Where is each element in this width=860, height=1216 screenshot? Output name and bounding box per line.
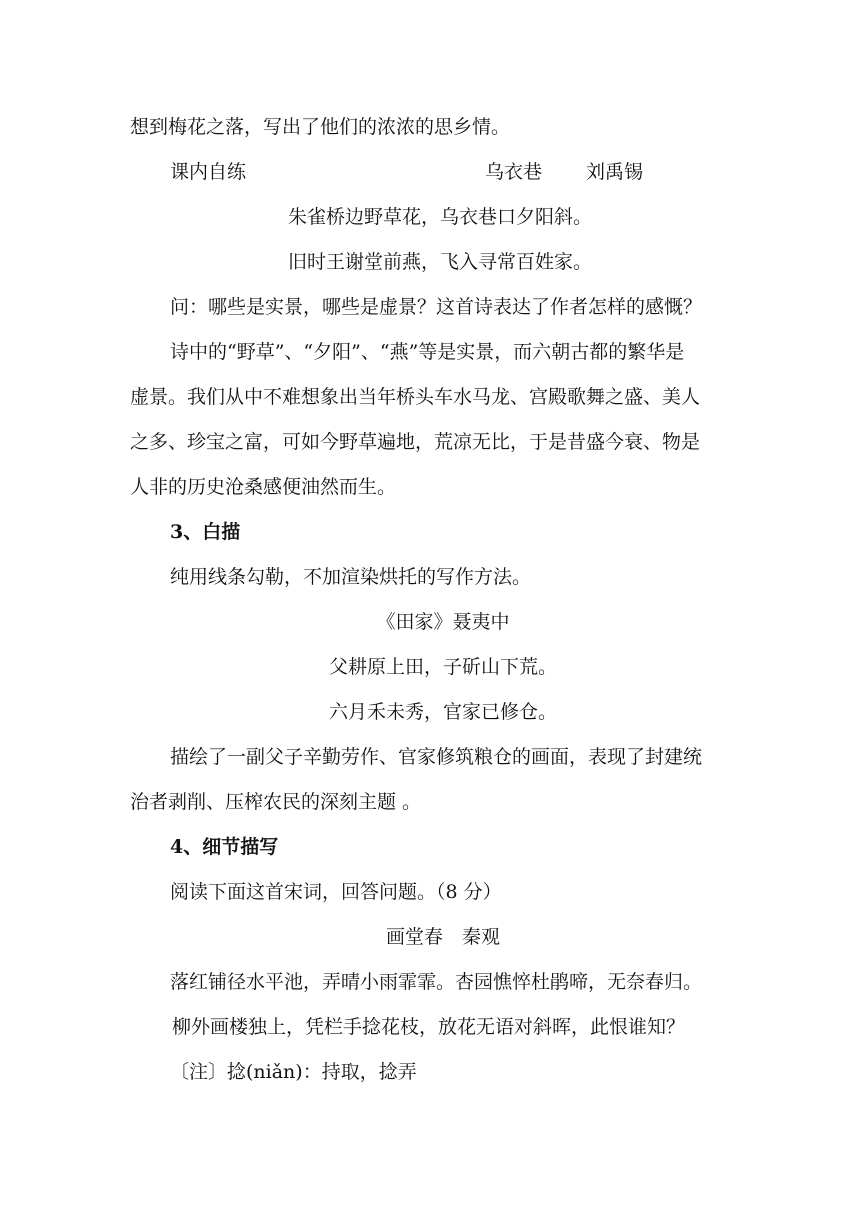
poem-line: 父耕原上田，子斫山下荒。 xyxy=(328,656,557,678)
section-heading: 3、白描 xyxy=(170,521,241,543)
poem-title: 画堂春 秦观 xyxy=(385,926,500,948)
poem-title: 《田家》聂夷中 xyxy=(376,611,510,633)
paragraph-line: 想到梅花之落，写出了他们的浓浓的思乡情。 xyxy=(130,116,511,138)
paragraph-line: 描绘了一副父子辛勤劳作、官家修筑粮仓的画面，表现了封建统 xyxy=(170,746,703,768)
poem-line: 柳外画楼独上，凭栏手捻花枝，放花无语对斜晖，此恨谁知？ xyxy=(172,1016,686,1038)
paragraph-line: 治者剥削、压榨农民的深刻主题 。 xyxy=(130,791,422,813)
section-heading: 4、细节描写 xyxy=(170,836,279,858)
paragraph-line: 人非的历史沧桑感便油然而生。 xyxy=(130,476,397,498)
annotation-note: 〔注〕捻(niǎn)：持取，捻弄 xyxy=(170,1061,417,1083)
paragraph-line: 诗中的“野草”、“夕阳”、“燕”等是实景，而六朝古都的繁华是 xyxy=(170,341,685,363)
paragraph-line: 纯用线条勾勒，不加渲染烘托的写作方法。 xyxy=(170,566,532,588)
poem-line: 落红铺径水平池，弄晴小雨霏霏。杏园憔悴杜鹃啼，无奈春归。 xyxy=(170,971,703,993)
question-text: 问：哪些是实景，哪些是虚景？这首诗表达了作者怎样的感慨？ xyxy=(170,296,703,318)
poem-line: 六月禾未秀，官家已修仓。 xyxy=(328,701,557,723)
poem-author: 刘禹锡 xyxy=(586,161,644,183)
poem-line: 旧时王谢堂前燕，飞入寻常百姓家。 xyxy=(288,251,593,273)
paragraph-line: 虚景。我们从中不难想象出当年桥头车水马龙、宫殿歌舞之盛、美人 xyxy=(130,386,701,408)
poem-line: 朱雀桥边野草花，乌衣巷口夕阳斜。 xyxy=(288,206,593,228)
poem-title: 乌衣巷 xyxy=(485,161,543,183)
section-label: 课内自练 xyxy=(170,161,247,183)
paragraph-line: 阅读下面这首宋词，回答问题。（8 分） xyxy=(170,881,502,903)
paragraph-line: 之多、珍宝之富，可如今野草遍地，荒凉无比，于是昔盛今衰、物是 xyxy=(130,431,701,453)
